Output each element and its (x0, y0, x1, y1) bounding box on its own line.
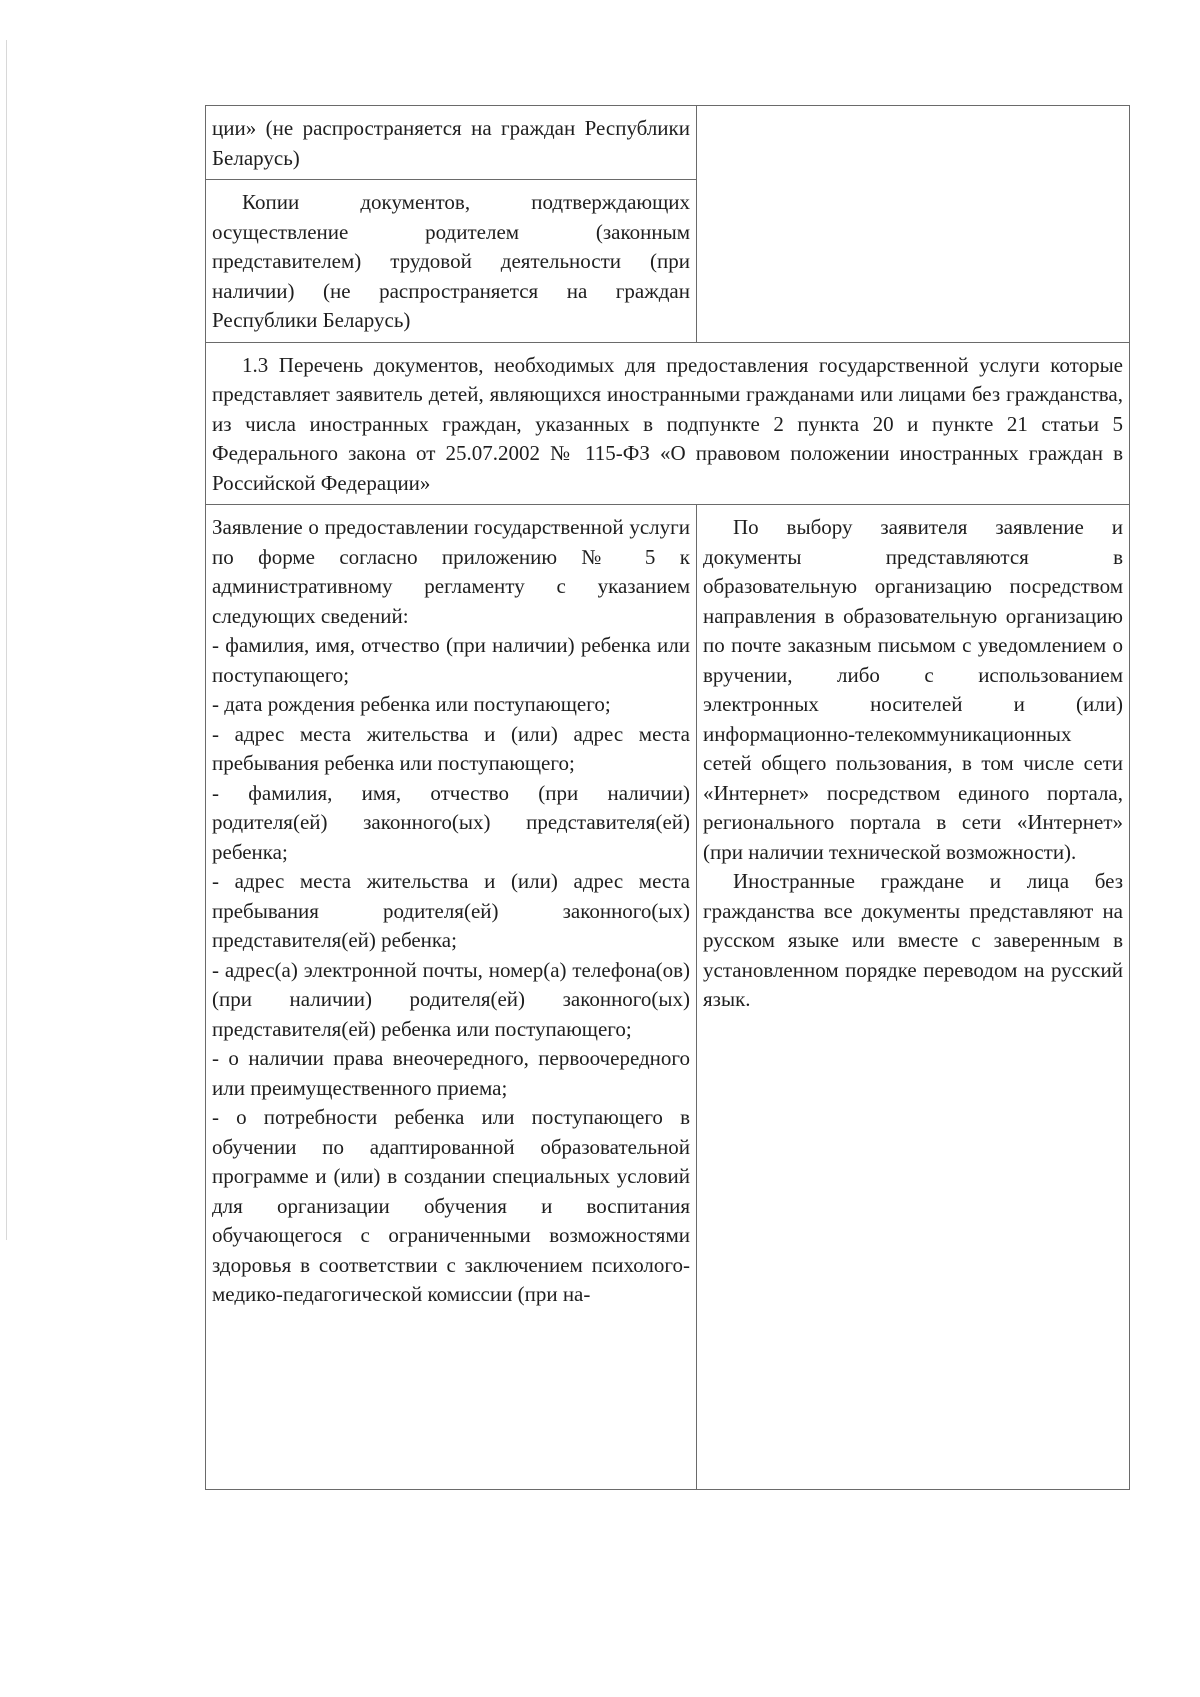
application-intro: Заявление о предоставлении государственной услуги по форме согласно приложению № 5 к административному регламенту с указанием следующих сведений: (212, 515, 690, 628)
table-cell (206, 505, 697, 1490)
list-item: - адрес места жительства и (или) адрес места пребывания родителя(ей) законного(ых) представителя(ей) ребенка; (212, 869, 690, 952)
cell-text: По выбору заявителя заявление и документы представляются в образовательную организацию посредством направления в образовательную организацию по почте заказным письмом с уведомлением о вручении, либо с использованием электронных носителей и (или) информационно-телекоммуникационных сетей общего пользования, в том числе сети «Интернет» посредством единого портала, регионального портала в сети «Интернет» (при наличии технической возможности). (703, 515, 1123, 864)
cell-text: ции» (не распространяется на граждан Республики Беларусь) (212, 116, 690, 170)
table-cell-empty (697, 106, 1130, 343)
table-row (206, 505, 1130, 1490)
list-item: - дата рождения ребенка или поступающего; (212, 692, 611, 716)
table-row (206, 106, 1130, 180)
list-item: - фамилия, имя, отчество (при наличии) родителя(ей) законного(ых) представителя(ей) ребенка; (212, 780, 690, 864)
page-edge-line (6, 40, 7, 1240)
table-cell (206, 106, 697, 180)
cell-text: Иностранные граждане и лица без гражданства все документы представляют на русском языке или вместе с заверенным в установленном порядке переводом на русский язык. (703, 869, 1123, 1011)
document-table (205, 105, 1130, 1490)
list-item: - фамилия, имя, отчество (при наличии) ребенка или поступающего; (212, 633, 690, 687)
list-item: - о потребности ребенка или поступающего в обучении по адаптированной образовательной программе и (или) в создании специальных условий для организации обучения и воспитания обучающегося с ограниченными возможностями здоровья в соответствии с заключением психолого-медико-педагогической комиссии (при на- (212, 1105, 690, 1306)
section-heading: 1.3 Перечень документов, необходимых для предоставления государственной услуги которые представляет заявитель детей, являющихся иностранными гражданами или лицами без гражданства, из числа иностранных граждан, указанных в подпункте 2 пункта 20 и пункте 21 статьи 5 Федерального закона от 25.07.2002 № 115-ФЗ «О правовом положении иностранных граждан в Российской Федерации» (212, 352, 1123, 495)
table-cell (697, 505, 1130, 1490)
table-cell (206, 180, 697, 343)
list-item: - о наличии права внеочередного, первоочередного или преимущественного приема; (212, 1046, 690, 1100)
list-item: - адрес(а) электронной почты, номер(а) телефона(ов) (при наличии) родителя(ей) законного(ых) представителя(ей) ребенка или поступающего; (212, 957, 690, 1041)
cell-text: Копии документов, подтверждающих осуществление родителем (законным представителем) трудовой деятельности (при наличии) (не распространяется на граждан Республики Беларусь) (212, 190, 690, 332)
section-heading-cell (206, 342, 1130, 505)
table-row (206, 342, 1130, 505)
list-item: - адрес места жительства и (или) адрес места пребывания ребенка или поступающего; (212, 721, 690, 775)
